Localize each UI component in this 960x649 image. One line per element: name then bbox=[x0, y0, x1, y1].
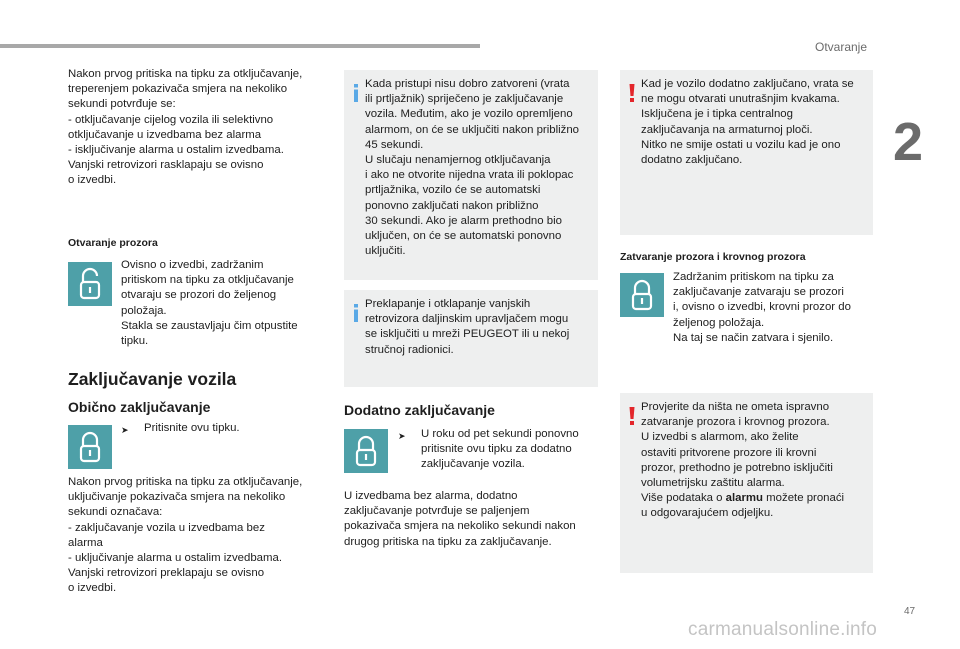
warning-note-windows-text: Provjerite da ništa ne ometa ispravno zatvaranje prozora i krovnog prozora. U izvedbi s alarmom, ako želite ostaviti pritvorene prozore ili krovni prozor, prethodno je potrebno isključiti volumetrijsku zaštitu alarma. Više podataka o alarmu možete pronaći u odgovarajućem odjeljku. bbox=[641, 401, 845, 520]
step-arrow-icon: ➤ bbox=[121, 425, 129, 435]
info-note-mirrors-text: Preklapanje i otklapanje vanjskih retrovizora daljinskim upravljačem mogu se isključiti u mreži PEUGEOT ili u nekoj stručnoj radionici. bbox=[365, 298, 570, 356]
lock-key-icon-2 bbox=[344, 429, 388, 473]
normal-locking-step: Pritisnite ovu tipku. bbox=[144, 422, 240, 434]
padlock-closed-icon bbox=[68, 425, 112, 469]
step-arrow-icon: ➤ bbox=[398, 431, 406, 441]
deadlocking-heading: Dodatno zaključavanje bbox=[344, 402, 495, 418]
chapter-number: 2 bbox=[893, 112, 924, 172]
unlock-intro-text: Nakon prvog pritiska na tipku za otključavanje, treperenjem pokazivača smjera na nekoliko sekundi potvrđuje se: - otključavanje cijelog vozila ili selektivno otključavanje u izvedbama bez alarma - isključivanje alarma u ostalim izvedbama. Vanjski retrovizori rasklapaju se ovisno o izvedbi. bbox=[68, 68, 303, 187]
normal-locking-heading: Obično zaključavanje bbox=[68, 399, 211, 415]
windows-text: Ovisno o izvedbi, zadržanim pritiskom na tipku za otključavanje otvaraju se prozori do željenog položaja. Stakla se zaustavljaju čim otpustite tipku. bbox=[121, 259, 298, 348]
page-number: 47 bbox=[904, 606, 916, 617]
info-note-locking-text: Kada pristupi nisu dobro zatvoreni (vrata ili prtljažnik) spriječeno je zaključavanje vozila. Međutim, ako je vozilo opremljeno alarmom, on će se uključiti nakon približno 45 sekundi. U slučaju nenamjernog otključavanja i ako ne otvorite nijedna vrata ili poklopac prtljažnika, vozilo će se automatski ponovno zaključati nakon približno 30 sekundi. Ako je alarm prethodno bio uključen, on će se automatski ponovno uključiti. bbox=[365, 78, 579, 258]
exclamation-icon bbox=[625, 84, 639, 102]
padlock-open-icon bbox=[68, 262, 112, 306]
locking-heading: Zaključavanje vozila bbox=[68, 369, 237, 389]
alarm-reference: alarmu bbox=[725, 492, 764, 505]
info-icon bbox=[349, 304, 363, 322]
windows-heading: Otvaranje prozora bbox=[68, 237, 158, 249]
info-note-mirrors bbox=[344, 290, 598, 387]
padlock-closed-icon bbox=[344, 429, 388, 473]
warning-note-deadlock-text: Kad je vozilo dodatno zaključano, vrata se ne mogu otvarati unutrašnjim kvakama. Isključena je i tipka centralnog zaključavanja na armaturnoj ploči. Nitko ne smije ostati u vozilu kad je ono dodatno zaključano. bbox=[641, 78, 854, 167]
lock-confirmation-text: Nakon prvog pritiska na tipku za otključavanje, uključivanje pokazivača smjera na nekoliko sekundi označava: - zaključavanje vozila u izvedbama bez alarma - uključivanje alarma u ostalim izvedbama. Vanjski retrovizori preklapaju se ovisno o izvedbi. bbox=[68, 476, 303, 595]
unlock-key-icon bbox=[68, 262, 112, 306]
watermark: carmanualsonline.info bbox=[688, 619, 878, 640]
close-windows-text: Zadržanim pritiskom na tipku za zaključavanje zatvaraju se prozori i, ovisno o izvedbi, krovni prozor do željenog položaja. Na taj se način zatvara i sjenilo. bbox=[673, 271, 851, 344]
deadlocking-text: U izvedbama bez alarma, dodatno zaključavanje potvrđuje se paljenjem pokazivača smjera na nekoliko sekundi nakon drugog pritiska na tipku za zaključavanje. bbox=[344, 490, 576, 548]
warning-note-deadlock bbox=[620, 70, 873, 235]
info-icon bbox=[349, 84, 363, 102]
info-note-locking bbox=[344, 70, 598, 280]
deadlocking-step: U roku od pet sekundi ponovno pritisnite ovu tipku za dodatno zaključavanje vozila. bbox=[421, 428, 579, 471]
header-bar bbox=[0, 44, 480, 48]
padlock-closed-icon bbox=[620, 273, 664, 317]
section-title: Otvaranje bbox=[815, 40, 868, 54]
lock-key-icon-3 bbox=[620, 273, 664, 317]
warning-note-windows bbox=[620, 393, 873, 573]
close-windows-heading: Zatvaranje prozora i krovnog prozora bbox=[620, 251, 806, 263]
lock-key-icon bbox=[68, 425, 112, 469]
exclamation-icon bbox=[625, 407, 639, 425]
